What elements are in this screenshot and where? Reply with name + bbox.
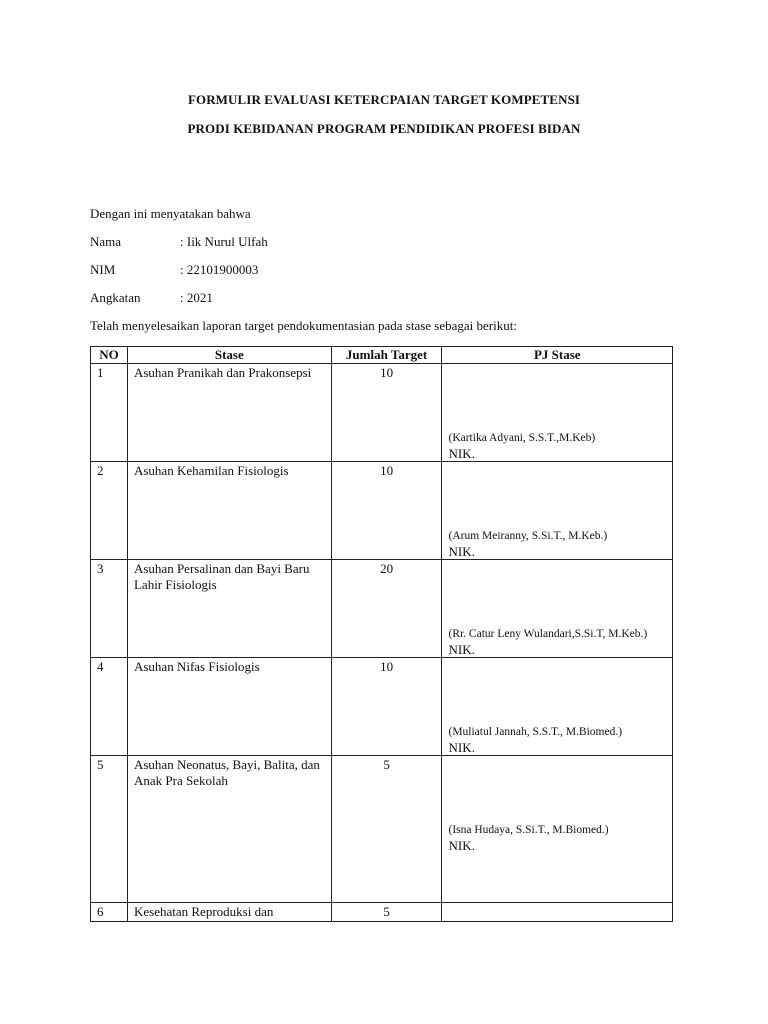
row-no: 5: [91, 756, 128, 903]
header-stase: Stase: [127, 347, 331, 364]
pj-name: (Rr. Catur Leny Wulandari,S.Si.T, M.Keb.): [448, 628, 648, 640]
intro-statement: Dengan ini menyatakan bahwa: [90, 206, 251, 221]
row-target: 10: [331, 364, 442, 462]
row-target: 10: [331, 462, 442, 560]
row-no: 2: [91, 462, 128, 560]
table-row: [91, 658, 673, 756]
pj-nik: NIK.: [448, 642, 475, 657]
table-row: [91, 903, 673, 922]
pj-nik: NIK.: [448, 838, 475, 853]
row-no: 6: [91, 903, 128, 922]
table-row: [91, 756, 673, 903]
row-pj: [442, 658, 673, 756]
pj-name: (Kartika Adyani, S.S.T.,M.Keb): [448, 432, 596, 444]
row-pj: [442, 364, 673, 462]
row-no: 1: [91, 364, 128, 462]
pj-name: (Muliatul Jannah, S.S.T., M.Biomed.): [448, 726, 623, 738]
table-row: [91, 364, 673, 462]
row-stase: Asuhan Persalinan dan Bayi Baru Lahir Fisiologis: [127, 560, 331, 658]
table-header-row: [91, 347, 673, 364]
header-pj-stase: PJ Stase: [442, 347, 673, 364]
pj-nik: NIK.: [448, 446, 475, 461]
row-target: 20: [331, 560, 442, 658]
row-stase: Asuhan Pranikah dan Prakonsepsi: [127, 364, 331, 462]
form-title: FORMULIR EVALUASI KETERCPAIAN TARGET KOMPETENSI: [187, 92, 581, 107]
pj-nik: NIK.: [448, 544, 475, 559]
row-stase: Asuhan Nifas Fisiologis: [127, 658, 331, 756]
field-nama: [90, 234, 268, 250]
header-no: NO: [91, 347, 128, 364]
pj-name: (Arum Meiranny, S.Si.T., M.Keb.): [448, 530, 608, 542]
table-row: [91, 560, 673, 658]
row-target: 10: [331, 658, 442, 756]
pj-name: (Isna Hudaya, S.Si.T., M.Biomed.): [448, 824, 609, 836]
row-stase: Asuhan Neonatus, Bayi, Balita, dan Anak Pra Sekolah: [127, 756, 331, 903]
closing-statement: Telah menyelesaikan laporan target pendokumentasian pada stase sebagai berikut:: [90, 318, 517, 333]
pj-nik: NIK.: [448, 740, 475, 755]
nim-value: : 22101900003: [180, 262, 259, 277]
row-stase: Kesehatan Reproduksi dan: [127, 903, 331, 922]
header-jumlah-target: Jumlah Target: [331, 347, 442, 364]
row-no: 4: [91, 658, 128, 756]
row-no: 3: [91, 560, 128, 658]
nama-value: : Iik Nurul Ulfah: [180, 234, 268, 249]
angkatan-value: : 2021: [180, 290, 213, 305]
row-target: 5: [331, 756, 442, 903]
stase-table: [90, 346, 673, 922]
row-pj: [442, 756, 673, 903]
angkatan-label: Angkatan: [90, 290, 141, 305]
row-pj: [442, 462, 673, 560]
table-row: [91, 462, 673, 560]
row-pj: [442, 560, 673, 658]
nim-label: NIM: [90, 262, 116, 277]
row-stase: Asuhan Kehamilan Fisiologis: [127, 462, 331, 560]
nama-label: Nama: [90, 234, 122, 249]
field-angkatan: [90, 290, 213, 306]
row-target: 5: [331, 903, 442, 922]
row-pj: [442, 903, 673, 922]
field-nim: [90, 262, 258, 278]
program-title: PRODI KEBIDANAN PROGRAM PENDIDIKAN PROFESI BIDAN: [187, 121, 581, 136]
